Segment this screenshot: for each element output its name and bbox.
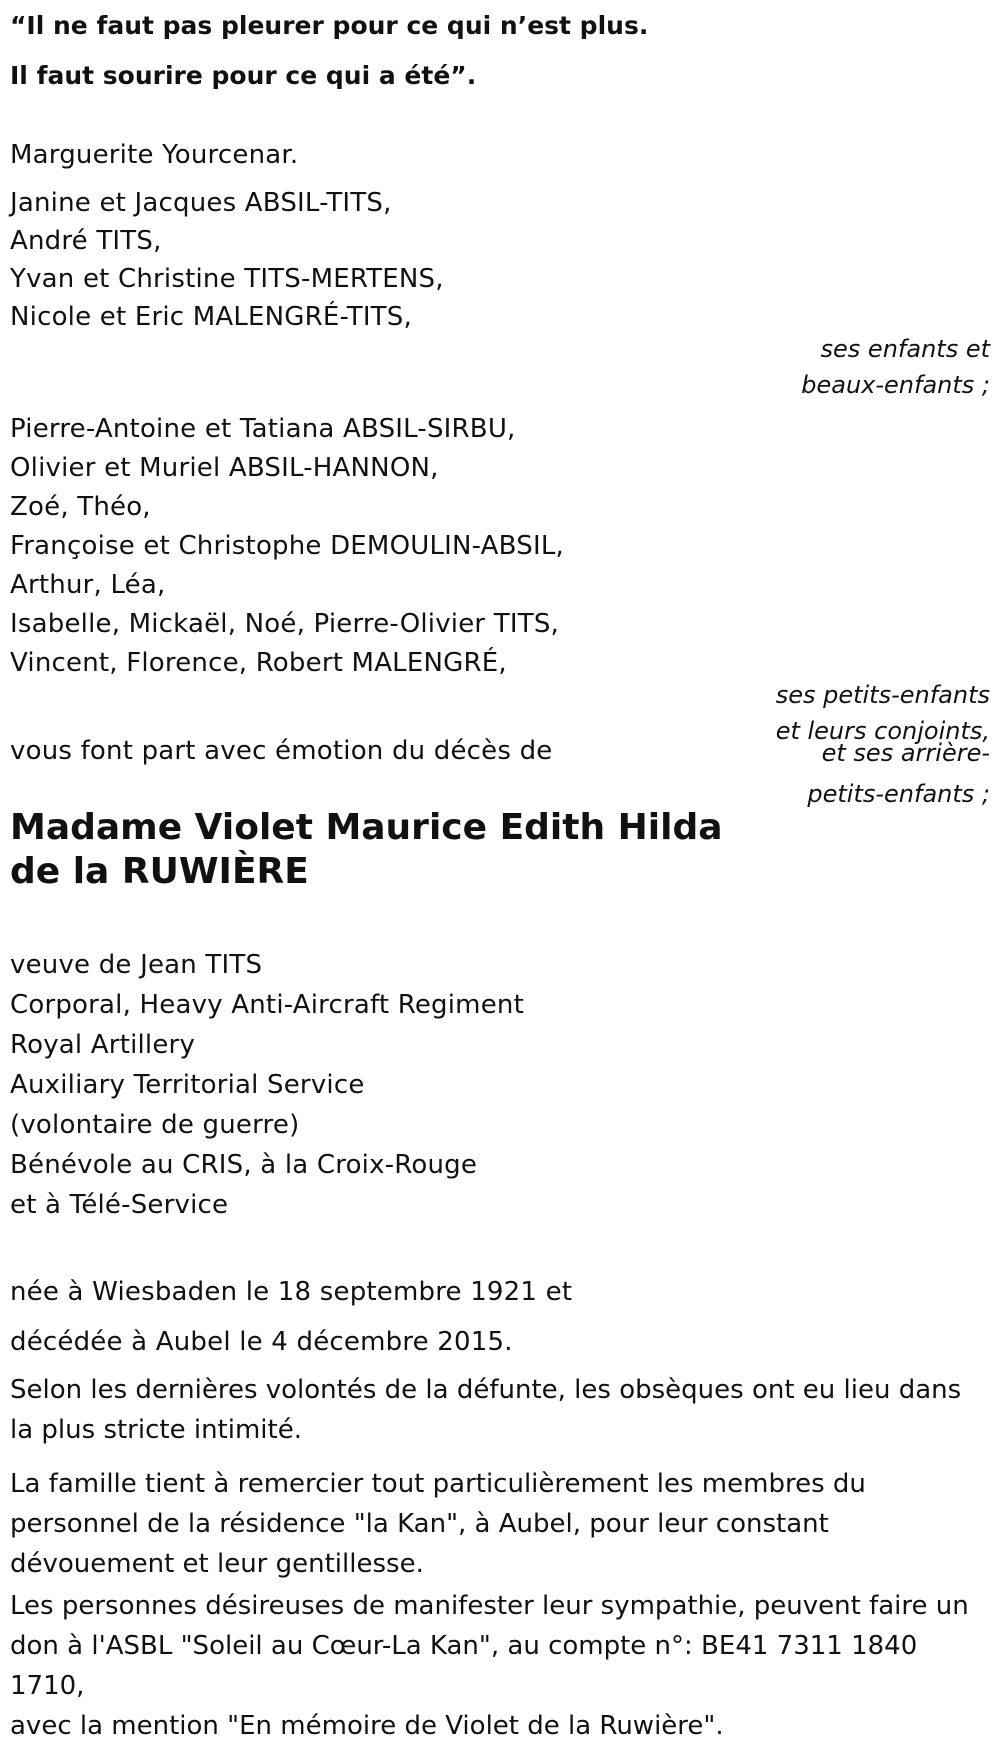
child-name: Nicole et Eric MALENGRÉ-TITS, <box>10 302 412 332</box>
grandchild-name: Isabelle, Mickaël, Noé, Pierre-Olivier TITS, <box>10 609 559 639</box>
child-name: André TITS, <box>10 226 162 256</box>
thanks-paragraph-line: dévouement et leur gentillesse. <box>10 1549 424 1579</box>
grandchild-name: Vincent, Florence, Robert MALENGRÉ, <box>10 648 507 678</box>
grandchildren-relation-line-3: et ses arrière- <box>821 739 990 767</box>
detail-line: (volontaire de guerre) <box>10 1110 300 1140</box>
deceased-name-line-2: de la RUWIÈRE <box>10 851 309 892</box>
child-name: Janine et Jacques ABSIL-TITS, <box>10 188 392 218</box>
grandchild-name: Pierre-Antoine et Tatiana ABSIL-SIRBU, <box>10 414 516 444</box>
detail-line: Corporal, Heavy Anti-Aircraft Regiment <box>10 990 524 1020</box>
detail-line: veuve de Jean TITS <box>10 950 263 980</box>
birth-info: née à Wiesbaden le 18 septembre 1921 et <box>10 1277 573 1307</box>
announcement: vous font part avec émotion du décès de <box>10 736 553 766</box>
funeral-paragraph-line: Selon les dernières volontés de la défunte, les obsèques ont eu lieu dans <box>10 1375 962 1405</box>
children-relation-line-2: beaux-enfants ; <box>801 371 990 399</box>
grandchild-name: Françoise et Christophe DEMOULIN-ABSIL, <box>10 531 564 561</box>
detail-line: et à Télé-Service <box>10 1190 229 1220</box>
funeral-paragraph-line: la plus stricte intimité. <box>10 1415 302 1445</box>
detail-line: Royal Artillery <box>10 1030 196 1060</box>
thanks-paragraph-line: personnel de la résidence "la Kan", à Aubel, pour leur constant <box>10 1509 829 1539</box>
grandchildren-relation-line-1: ses petits-enfants <box>775 681 990 709</box>
thanks-paragraph-line: La famille tient à remercier tout particulièrement les membres du <box>10 1469 866 1499</box>
detail-line: Bénévole au CRIS, à la Croix-Rouge <box>10 1150 478 1180</box>
donation-paragraph-line: don à l'ASBL "Soleil au Cœur-La Kan", au compte n°: BE41 7311 1840 1710, <box>10 1631 918 1701</box>
grandchild-name: Olivier et Muriel ABSIL-HANNON, <box>10 453 439 483</box>
children-relation-line-1: ses enfants et <box>820 335 990 363</box>
grandchild-name: Zoé, Théo, <box>10 492 151 522</box>
donation-paragraph <box>10 1586 995 1746</box>
grandchild-name: Arthur, Léa, <box>10 570 166 600</box>
thanks-paragraph <box>10 1464 995 1584</box>
funeral-paragraph <box>10 1370 995 1450</box>
quote-line-1: “Il ne faut pas pleurer pour ce qui n’est plus. <box>10 11 649 40</box>
grandchildren-relation-line-4: petits-enfants ; <box>807 780 990 808</box>
child-name: Yvan et Christine TITS-MERTENS, <box>10 264 444 294</box>
donation-paragraph-line: avec la mention "En mémoire de Violet de la Ruwière". <box>10 1711 724 1741</box>
detail-line: Auxiliary Territorial Service <box>10 1070 365 1100</box>
grandchildren-relation-line-2: et leurs conjoints, <box>775 717 990 745</box>
death-info: décédée à Aubel le 4 décembre 2015. <box>10 1327 513 1357</box>
donation-paragraph-line: Les personnes désireuses de manifester leur sympathie, peuvent faire un <box>10 1591 969 1621</box>
quote-author: Marguerite Yourcenar. <box>10 140 299 170</box>
deceased-name-line-1: Madame Violet Maurice Edith Hilda <box>10 807 723 848</box>
quote-line-2: Il faut sourire pour ce qui a été”. <box>10 61 477 90</box>
